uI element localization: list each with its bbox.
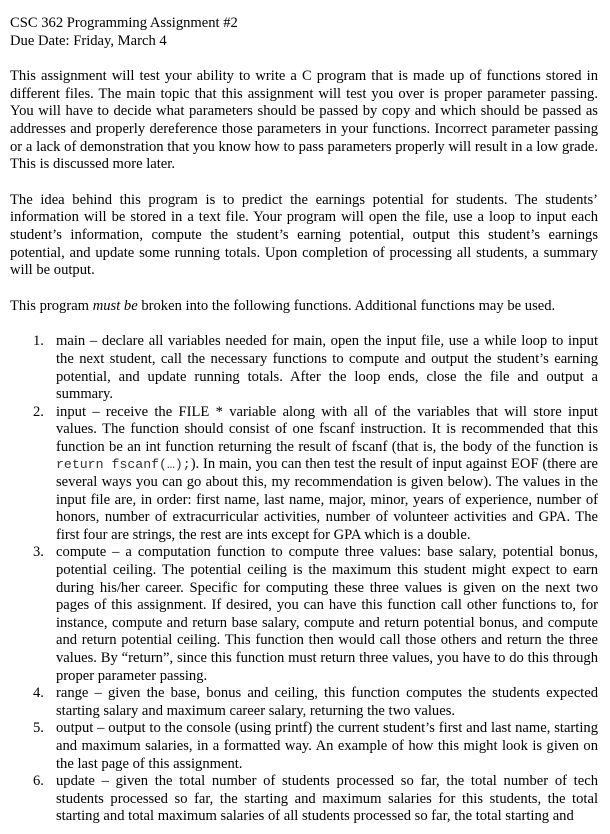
list-item-text-end: ). In main, you can then test the result of input against EOF (there are several ways you can go about this, my recommendation is given below). The values in the input file are, in order: first name, last name, major, minor, years of experience, number of honors, number of extracurricular activities, number of volunteer activities and GPA. The first four are strings, the rest are ints except for GPA which is a double. — [56, 456, 598, 543]
list-item-main — [10, 333, 598, 403]
list-number: 4. — [33, 685, 44, 702]
emphasis-must-be: must be — [92, 297, 138, 314]
overview-paragraph: The idea behind this program is to predict the earnings potential for students. The students’ information will be stored in a text file. Your program will open the file, use a loop to input each student’s information, compute the student’s earning potential, output this student’s earnings potential, and update some running totals. Upon completion of processing all students, a summary will be output. — [10, 191, 598, 279]
list-item-text: compute – a computation function to compute three values: base salary, potential bonus, potential ceiling. The potential ceiling is the maximum this student might expect to earn during his/her career. Specific for computing these three values is given on the next two pages of this assignment. If desired, you can have this function call other functions to, for instance, compute and return base salary, compute and return potential bonus, and compute and return potential ceiling. This function then would call those others and return the three values. By “return”, since this function must return three values, you have to do this through proper parameter passing. — [56, 544, 598, 684]
intro-paragraph: This assignment will test your ability to write a C program that is made up of functions stored in different files. The main topic that this assignment will test you over is proper parameter passing. You will have to decide what parameters should be passed by copy and which should be passed as addresses and properly dereference those parameters in your functions. Incorrect parameter passing or a lack of demonstration that you know how to pass parameters properly will result in a low grade. This is discussed more later. — [10, 68, 598, 173]
functions-intro-text-end: broken into the following functions. Additional functions may be used. — [137, 297, 556, 314]
list-item-update — [10, 773, 598, 826]
code-snippet: return fscanf(…); — [56, 457, 191, 473]
list-number: 6. — [33, 773, 44, 790]
list-number: 3. — [33, 544, 44, 561]
list-item-text: main – declare all variables needed for main, open the input file, use a while loop to input the next student, call the necessary functions to compute and output the student’s earning potential, and update running totals. After the loop ends, close the file and output a summary. — [56, 333, 598, 403]
list-item-range — [10, 685, 598, 720]
list-item-text: input – receive the FILE * variable along with all of the variables that will store input values. The function should consist of one fscanf instruction. It is recommended that this function be an int function returning the result of fscanf (that is, the body of the function is — [56, 403, 598, 455]
list-item-text: range – given the base, bonus and ceiling, this function computes the students expected starting salary and maximum career salary, returning the two values. — [56, 685, 598, 719]
list-item-text: output – output to the console (using printf) the current student’s first and last name, starting and maximum salaries, in a formatted way. An example of how this might look is given on the last page of this assignment. — [56, 720, 598, 772]
functions-intro — [10, 298, 598, 316]
list-item-compute — [10, 544, 598, 685]
list-item-output — [10, 720, 598, 773]
list-number: 5. — [33, 720, 44, 737]
function-list — [10, 333, 598, 826]
list-number: 2. — [33, 403, 44, 420]
list-item-input — [10, 404, 598, 545]
assignment-page — [10, 15, 598, 826]
list-number: 1. — [33, 333, 44, 350]
list-item-text: update – given the total number of students processed so far, the total number of tech students processed so far, the starting and maximum salaries for this students, the total starting and total maximum salaries of all students processed so far, the total starting and — [56, 773, 598, 825]
due-date: Due Date: Friday, March 4 — [10, 32, 167, 49]
functions-intro-text: This program — [10, 297, 93, 314]
assignment-title: CSC 362 Programming Assignment #2 — [10, 15, 238, 31]
